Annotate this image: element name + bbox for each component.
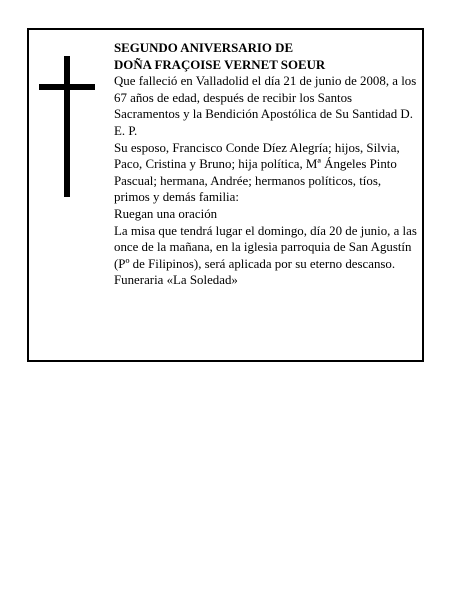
funeral-home: Funeraria «La Soledad» <box>114 273 238 288</box>
obituary-text <box>114 40 420 289</box>
mass-details-paragraph: La misa que tendrá lugar el domingo, día 20 de junio, a las once de la mañana, en la iglesia parroquia de San Agustín (Pº de Filipinos), será aplicada por su eterno descanso. <box>114 223 417 271</box>
notice-title-line1: SEGUNDO ANIVERSARIO DE <box>114 41 294 55</box>
cross-vertical-bar <box>64 56 70 197</box>
deceased-name: DOÑA FRAÇOISE VERNET SOEUR <box>114 57 326 72</box>
cross-horizontal-bar <box>39 84 95 90</box>
death-details-paragraph: Que falleció en Valladolid el día 21 de junio de 2008, a los 67 años de edad, después de recibir los Santos Sacramentos y la Bendición Apostólica de Su Santidad D. E. P. <box>114 74 417 138</box>
prayer-request: Ruegan una oración <box>114 206 218 221</box>
family-paragraph: Su esposo, Francisco Conde Díez Alegría; hijos, Silvia, Paco, Cristina y Bruno; hija política, Mª Ángeles Pinto Pascual; hermana, Andrée; hermanos políticos, tíos, primos y demás familia: <box>114 140 400 205</box>
